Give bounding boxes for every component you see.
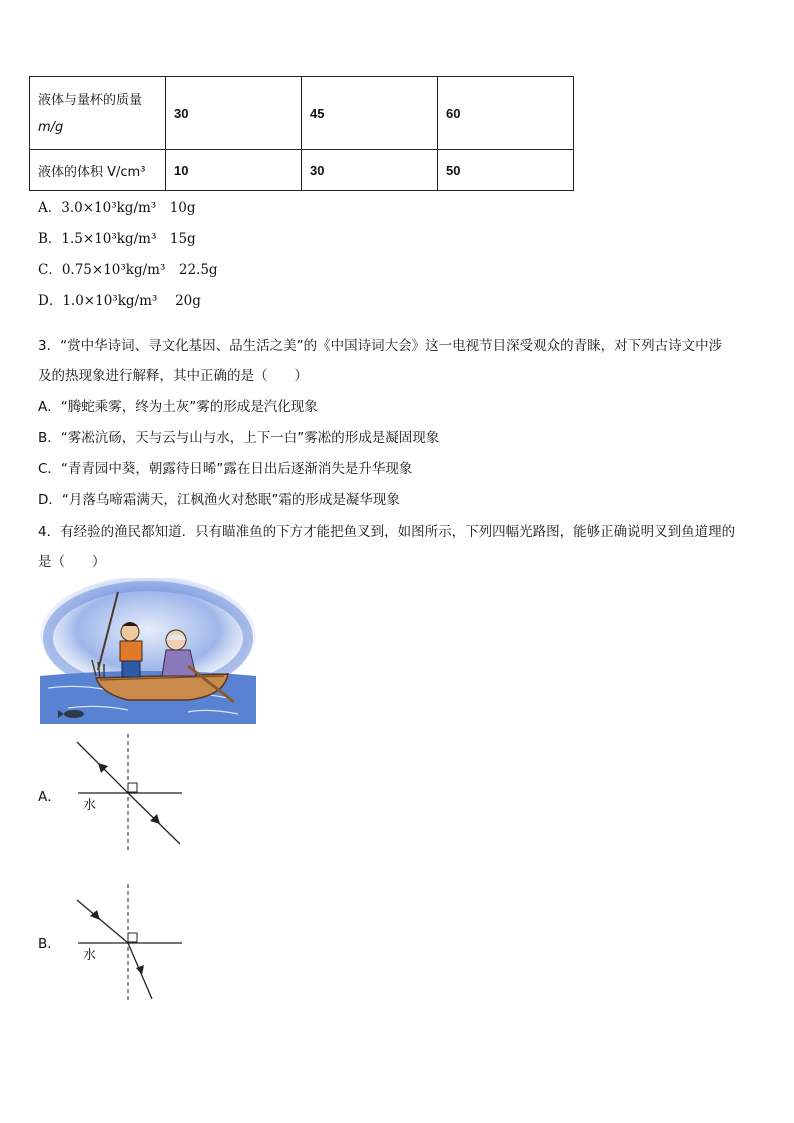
q3-option-d: D．“月落乌啼霜满天，江枫渔火对愁眠”霜的形成是凝华现象 xyxy=(38,492,400,508)
table-cell: 10 xyxy=(166,150,302,191)
q2-option-d: D．1.0×10³kg/m³ 20g xyxy=(38,293,201,309)
incident-ray xyxy=(77,900,128,943)
q3-stem-line2: 及的热现象进行解释，其中正确的是（ ） xyxy=(38,368,308,384)
table-cell: 45 xyxy=(302,77,438,150)
q3-option-b: B．“雾凇沆砀，天与云与山与水，上下一白”雾凇的形成是凝固现象 xyxy=(38,430,440,446)
fishing-boat-illustration xyxy=(38,578,258,726)
q2-option-b: B．1.5×10³kg/m³ 15g xyxy=(38,231,196,247)
table-cell: 30 xyxy=(166,77,302,150)
q4-stem-line1: 4．有经验的渔民都知道．只有瞄准鱼的下方才能把鱼叉到，如图所示，下列四幅光路图，能够正确说明叉到鱼道理的 xyxy=(38,524,736,540)
volume-label: 液体的体积 V/cm³ xyxy=(30,150,166,191)
table-row xyxy=(30,150,574,191)
table-cell: 60 xyxy=(438,77,574,150)
water-label-b: 水 xyxy=(83,948,97,963)
light-path-diagram-b xyxy=(70,882,190,1004)
right-angle-mark xyxy=(128,933,137,942)
diagram-b-label: B． xyxy=(38,936,61,952)
water-label-a: 水 xyxy=(83,798,97,813)
diagram-a-label: A． xyxy=(38,789,61,805)
q2-option-a: A．3.0×10³kg/m³ 10g xyxy=(38,200,196,216)
mass-label: 液体与量杯的质量 xyxy=(38,93,143,108)
light-path-diagram-a xyxy=(70,732,190,852)
q2-option-c: C．0.75×10³kg/m³ 22.5g xyxy=(38,262,218,278)
fish xyxy=(64,710,84,718)
table-row xyxy=(30,77,574,150)
mass-unit: m/g xyxy=(38,120,64,135)
table-row-label xyxy=(30,77,166,150)
right-angle-mark xyxy=(128,783,137,792)
q3-option-a: A．“腾蛇乘雾，终为土灰”雾的形成是汽化现象 xyxy=(38,399,318,415)
data-table xyxy=(29,76,574,191)
table-cell: 50 xyxy=(438,150,574,191)
q3-option-c: C．“青青园中葵，朝露待日晞”露在日出后逐渐消失是升华现象 xyxy=(38,461,413,477)
q3-stem-line1: 3．“赏中华诗词、寻文化基因、品生活之美”的《中国诗词大会》这一电视节目深受观众的青睐，对下列古诗文中涉 xyxy=(38,338,723,354)
arrow-down-right-icon xyxy=(136,965,144,975)
q4-stem-line2: 是（ ） xyxy=(38,554,106,570)
table-cell: 30 xyxy=(302,150,438,191)
